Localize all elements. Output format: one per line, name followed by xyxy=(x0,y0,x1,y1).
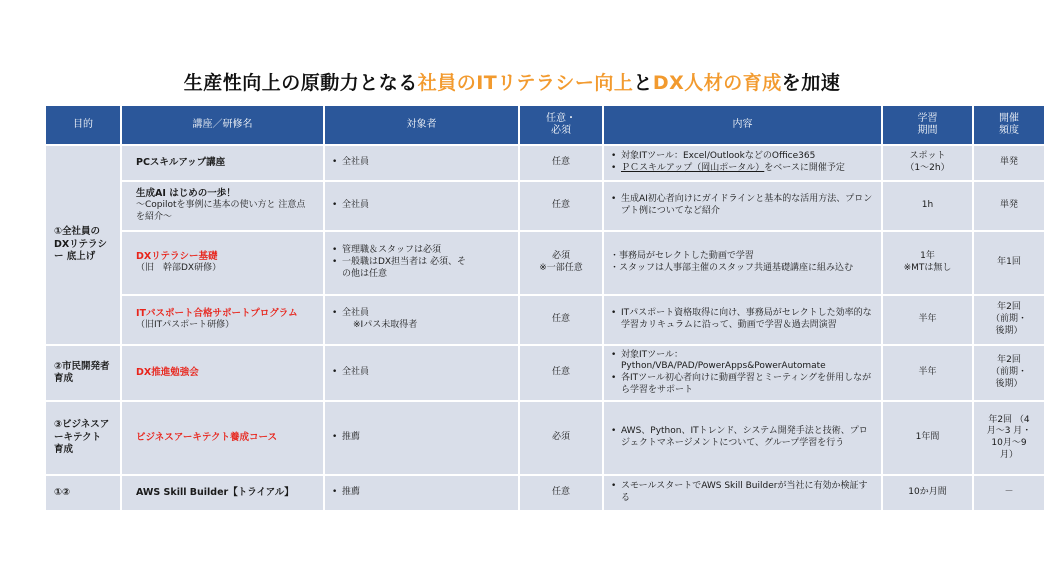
title-part5: を加速 xyxy=(781,72,841,94)
content-item: • スモールスタートでAWS Skill Builderが当社に有効か検証する xyxy=(610,481,875,504)
course-name: ビジネスアーキテクト養成コース xyxy=(136,431,278,443)
target-cell xyxy=(325,476,518,510)
header-required xyxy=(520,106,602,144)
required-cell: 任意 xyxy=(520,476,602,510)
period-cell: 半年 xyxy=(883,296,972,344)
period-cell: 10か月間 xyxy=(883,476,972,510)
table-row xyxy=(46,146,1044,180)
frequency-cell xyxy=(974,346,1044,400)
period-cell xyxy=(883,232,972,294)
header-target: 対象者 xyxy=(325,106,518,144)
content-item: ・事務局がセレクトした動画で学習 xyxy=(610,251,754,262)
course-name: DX推進勉強会 xyxy=(136,366,199,378)
required-cell: 任意 xyxy=(520,146,602,180)
header-required-line1: 任意・ xyxy=(546,112,576,124)
purpose-cell-1 xyxy=(46,146,120,344)
target-item: • 全社員 xyxy=(331,200,512,212)
header-frequency-line2: 頻度 xyxy=(999,125,1019,136)
target-cell xyxy=(325,402,518,474)
course-subtitle: （旧 幹部DX研修） xyxy=(136,263,222,274)
required-cell: 任意 xyxy=(520,296,602,344)
target-note: ※Iパス未取得者 xyxy=(353,320,418,330)
course-name: AWS Skill Builder【トライアル】 xyxy=(136,486,294,498)
content-item: • 生成AI初心者向けにガイドラインと基本的な活用方法、プロンプト例についてなど紹介 xyxy=(610,194,875,217)
period-line2: ※MTは無し xyxy=(903,263,952,273)
required-cell xyxy=(520,232,602,294)
content-item xyxy=(610,163,875,175)
table-row xyxy=(46,182,1044,230)
course-name: PCスキルアップ講座 xyxy=(136,156,226,168)
course-cell xyxy=(122,402,323,474)
header-frequency-line1: 開催 xyxy=(999,112,1019,124)
required-cell: 必須 xyxy=(520,402,602,474)
page-title xyxy=(0,68,1024,95)
period-cell xyxy=(883,146,972,180)
period-line1: スポット xyxy=(909,151,946,162)
header-course: 講座／研修名 xyxy=(122,106,323,144)
frequency-text: 年2回 （前期・ 後期） xyxy=(990,302,1027,336)
course-cell xyxy=(122,296,323,344)
content-cell xyxy=(604,476,881,510)
frequency-text: 年2回 （前期・ 後期） xyxy=(990,355,1027,389)
target-cell xyxy=(325,346,518,400)
target-cell xyxy=(325,296,518,344)
course-cell xyxy=(122,346,323,400)
purpose-cell-4: ①② xyxy=(46,476,120,510)
frequency-cell: 単発 xyxy=(974,146,1044,180)
content-cell xyxy=(604,346,881,400)
purpose-3: ③ビジネスアーキテクト育成 xyxy=(54,419,110,456)
content-item: • AWS、Python、ITトレンド、システム開発手法と技術、プロジェクトマネージメントについて、グループ学習を行う xyxy=(610,426,875,449)
target-item: • 推薦 xyxy=(331,432,512,444)
content-cell xyxy=(604,296,881,344)
header-required-line2: 必須 xyxy=(551,125,571,136)
required-line1: 必須 xyxy=(551,251,570,262)
period-cell: 1h xyxy=(883,182,972,230)
frequency-cell xyxy=(974,296,1044,344)
course-name: 生成AI はじめの一歩！ xyxy=(136,188,236,200)
target-item: • 全社員 xyxy=(331,367,512,379)
course-subtitle: （旧ITパスポート研修） xyxy=(136,320,235,331)
target-cell xyxy=(325,182,518,230)
table-row xyxy=(46,232,1044,294)
required-cell: 任意 xyxy=(520,346,602,400)
target-item: • 推薦 xyxy=(331,487,512,499)
title-highlight-literacy: 社員のITリテラシー向上 xyxy=(417,72,634,94)
header-period-line2: 期間 xyxy=(917,125,938,136)
course-subtitle: ～Copilotを事例に基本の使い方と 注意点を紹介～ xyxy=(136,200,306,223)
content-item: ・スタッフは人事部主催のスタッフ共通基礎講座に組み込む xyxy=(610,263,854,273)
course-cell xyxy=(122,182,323,230)
header-frequency xyxy=(974,106,1044,144)
header-row xyxy=(46,106,1044,144)
required-line2: ※一部任意 xyxy=(539,263,583,273)
frequency-text: 年2回 （4月～3 月・ 10月～9 月） xyxy=(986,414,1032,460)
purpose-2: ②市民開発者育成 xyxy=(54,360,110,384)
portal-link[interactable]: ＰＣスキルアップ（岡山ポータル） xyxy=(621,163,765,173)
table-row xyxy=(46,346,1044,400)
header-purpose: 目的 xyxy=(46,106,120,144)
table-row xyxy=(46,402,1044,474)
course-name: DXリテラシー基礎 xyxy=(136,250,218,262)
target-cell xyxy=(325,146,518,180)
frequency-cell: － xyxy=(974,476,1044,510)
period-cell: 半年 xyxy=(883,346,972,400)
content-cell xyxy=(604,182,881,230)
content-item: • 対象ITツール： Python/VBA/PAD/PowerApps&PowerAutomate xyxy=(610,350,875,373)
target-item: • 管理職＆スタッフは必須 xyxy=(331,245,512,257)
table-row xyxy=(46,296,1044,344)
content-item: • 対象ITツール：Excel/OutlookなどのOffice365 xyxy=(610,151,875,163)
purpose-1: ①全社員の DXリテラシー 底上げ xyxy=(54,226,108,263)
course-cell xyxy=(122,232,323,294)
period-line2: （1～2h） xyxy=(905,163,950,173)
period-line1: 1年 xyxy=(920,251,935,262)
target-item: • 一般職はDX担当者は 必須、その他は任意 xyxy=(331,257,471,280)
course-name: ITパスポート合格サポートプログラム xyxy=(136,307,298,319)
purpose-cell-3 xyxy=(46,402,120,474)
required-cell: 任意 xyxy=(520,182,602,230)
content-cell xyxy=(604,232,881,294)
target-item: • 全社員 xyxy=(331,157,512,169)
period-cell: 1年間 xyxy=(883,402,972,474)
header-period-line1: 学習 xyxy=(917,112,938,124)
content-suffix: をベースに開催予定 xyxy=(764,163,845,173)
frequency-cell xyxy=(974,402,1044,474)
training-table xyxy=(44,104,1046,512)
header-content: 内容 xyxy=(604,106,881,144)
title-highlight-dx: DX人材の育成 xyxy=(652,72,782,94)
target-item: • 全社員 xyxy=(331,308,512,320)
title-part1: 生産性向上の原動力となる xyxy=(183,72,418,94)
header-period xyxy=(883,106,972,144)
table-row xyxy=(46,476,1044,510)
content-cell xyxy=(604,146,881,180)
title-part3: と xyxy=(633,72,653,94)
course-cell xyxy=(122,476,323,510)
content-item: • ITパスポート資格取得に向け、事務局がセレクトした効率的な学習カリキュラムに沿って、動画で学習＆過去問演習 xyxy=(610,308,875,331)
content-item: • 各ITツール初心者向けに動画学習とミーティングを併用しながら学習をサポート xyxy=(610,373,875,396)
target-cell xyxy=(325,232,518,294)
content-cell xyxy=(604,402,881,474)
purpose-cell-2 xyxy=(46,346,120,400)
frequency-cell: 年1回 xyxy=(974,232,1044,294)
course-cell xyxy=(122,146,323,180)
frequency-cell: 単発 xyxy=(974,182,1044,230)
